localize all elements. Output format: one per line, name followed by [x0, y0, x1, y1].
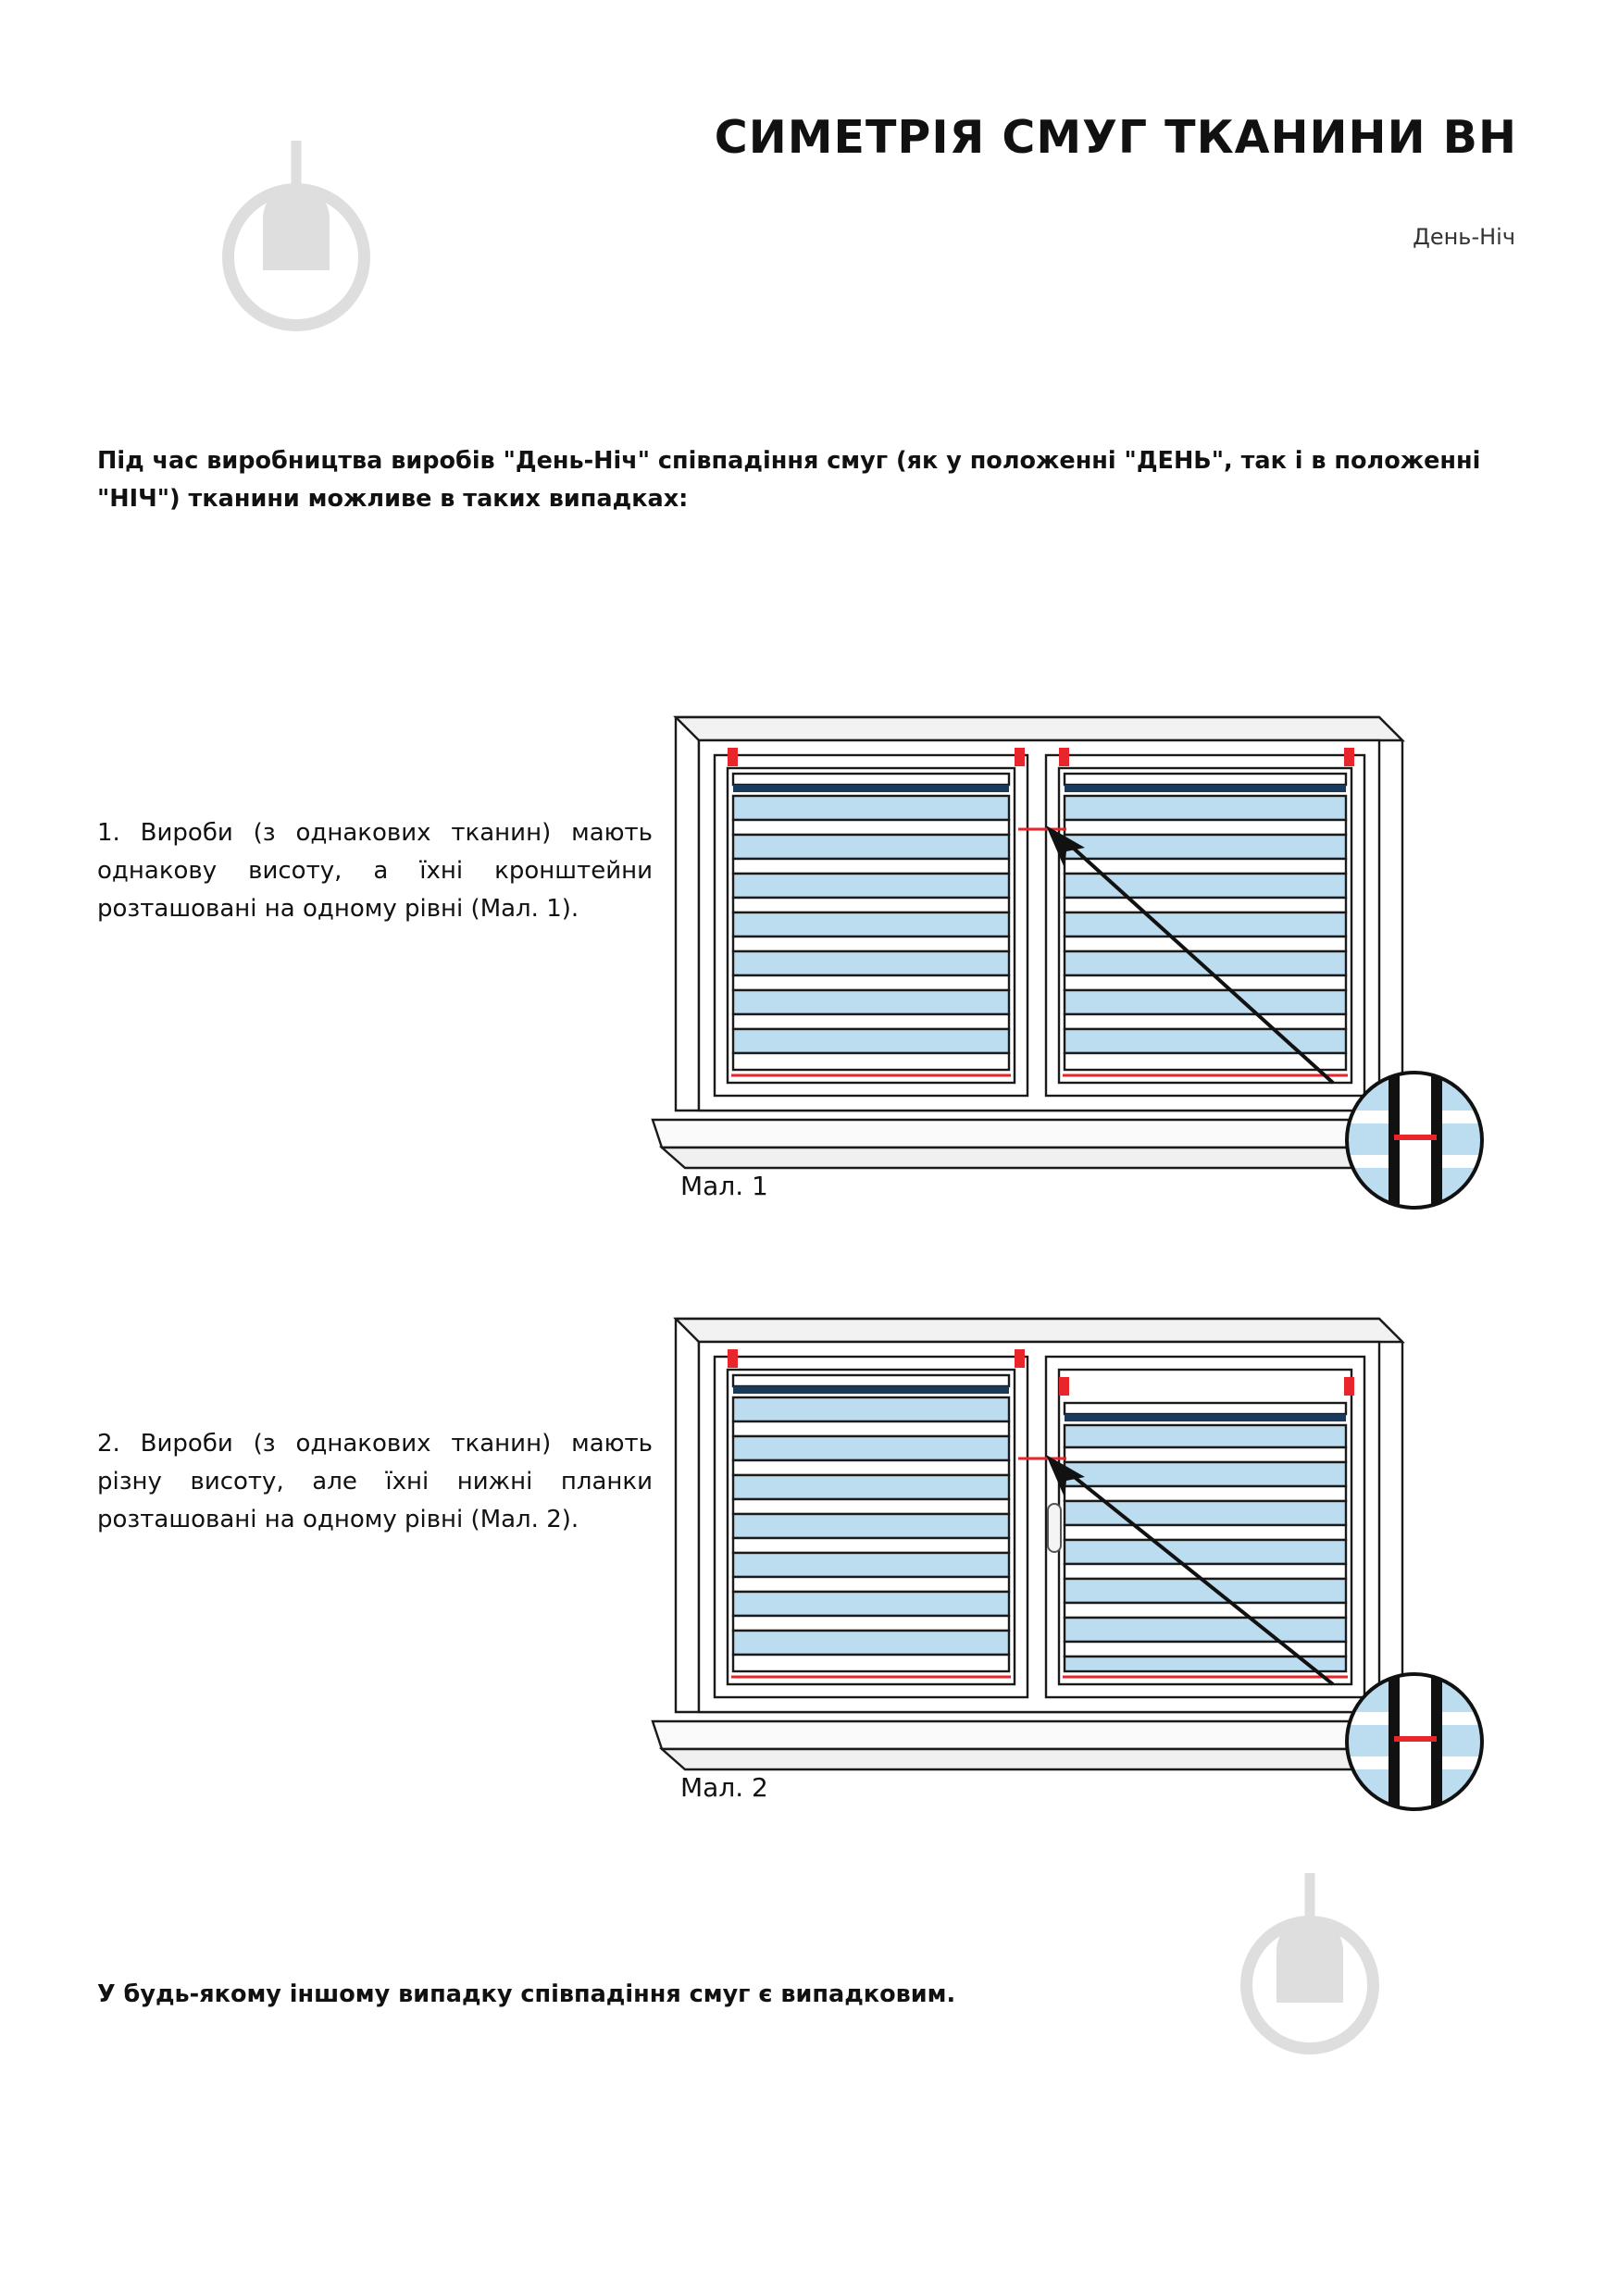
figure-1-window-equal-height	[648, 713, 1500, 1290]
intro-paragraph: Під час виробництва виробів "День-Ніч" співпадіння смуг (як у положенні "ДЕНЬ", так і в положенні "НІЧ") тканини можливе в таких випадках:	[97, 447, 1481, 514]
page-subtitle: День-Ніч	[1413, 224, 1515, 250]
detail-zoom-circle-2	[1347, 1674, 1486, 1809]
page-title: СИМЕТРІЯ СМУГ ТКАНИНИ ВН	[714, 111, 1517, 164]
item-1-text: 1. Вироби (з однакових тканин) мають однакову висоту, а їхні кронштейни розташовані на одному рівні (Мал. 1).	[97, 819, 653, 924]
watermark-logo-bottom-icon	[1240, 1916, 1379, 2054]
detail-zoom-circle-1	[1347, 1073, 1486, 1208]
figure-1-caption: Мал. 1	[680, 1171, 768, 1201]
item-2-text: 2. Вироби (з однакових тканин) мають різну висоту, але їхні нижні планки розташовані на одному рівні (Мал. 2).	[97, 1430, 653, 1534]
closing-paragraph: У будь-якому іншому випадку співпадіння смуг є випадковим.	[97, 1980, 956, 2008]
figure-2-caption: Мал. 2	[680, 1772, 768, 1803]
watermark-logo-top-icon	[222, 183, 370, 331]
figure-2-window-different-height	[648, 1314, 1500, 1892]
